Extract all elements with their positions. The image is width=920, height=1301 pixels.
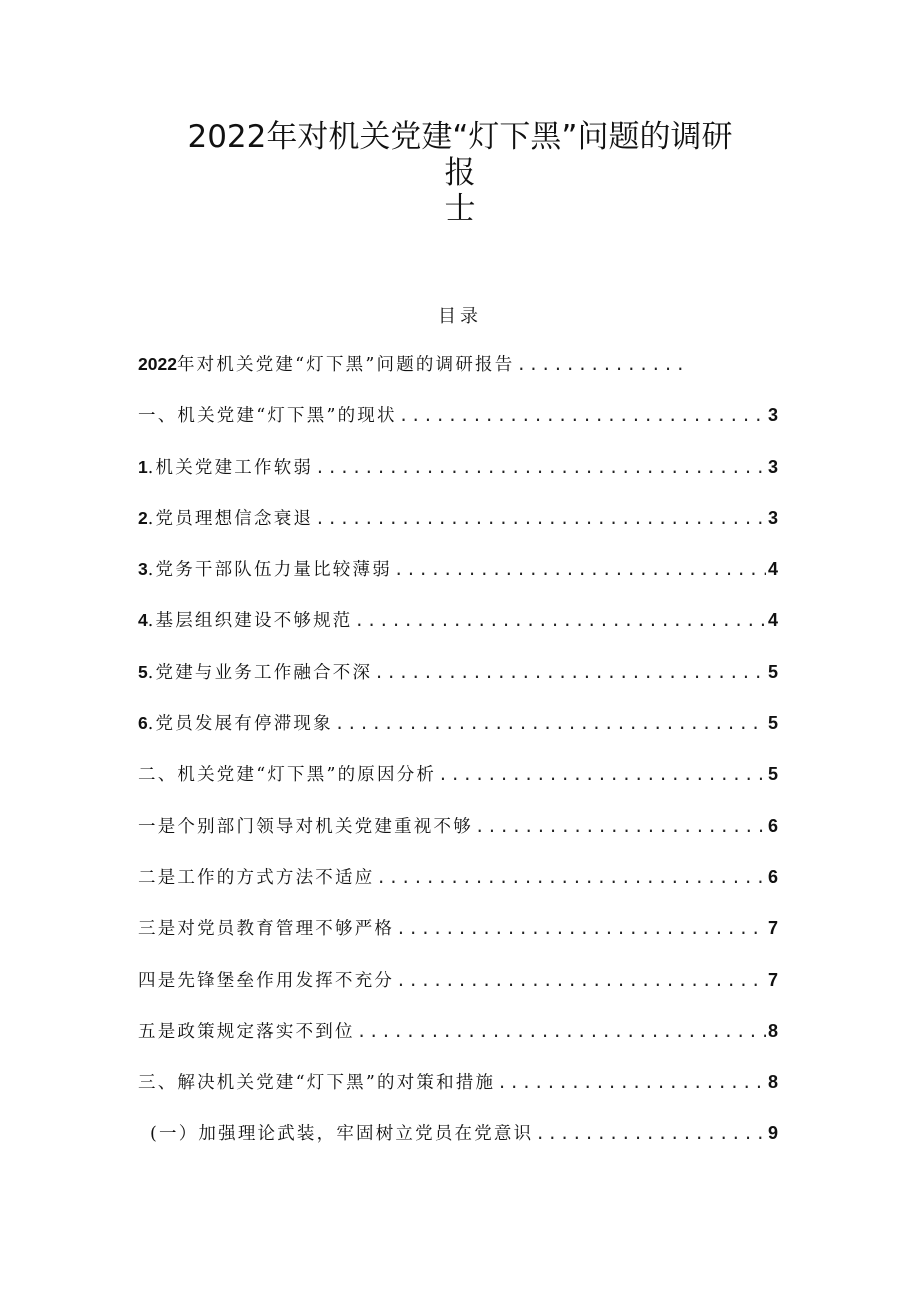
toc-dot-leader [535,1121,766,1146]
toc-page-number: 7 [767,969,778,990]
toc-dot-leader [475,814,766,839]
toc-entry-text: 二是工作的方式方法不适应 [138,867,375,888]
toc-entry-label [138,455,315,480]
toc-page-number: 5 [767,661,778,682]
toc-entry[interactable] [138,506,778,557]
toc-entry[interactable] [138,608,778,659]
toc-page-number: 9 [767,1123,778,1144]
toc-entry[interactable] [138,1121,778,1172]
toc-entry-text: 三、解决机关党建“灯下黑”的对策和措施 [138,1073,496,1094]
toc-entry-label [138,608,355,633]
toc-entry-label [138,403,399,428]
toc-entry-number: 2 [138,507,148,528]
toc-entry-text: 四是先锋堡垒作用发挥不充分 [138,970,395,991]
toc-dot-leader [394,557,766,582]
toc-entry-label [138,916,396,941]
toc-dot-leader [396,916,766,941]
toc-page-number: 4 [767,559,778,580]
toc-entry[interactable] [138,557,778,608]
toc-entry-text: .党员理想信念衰退 [147,508,314,529]
toc-entry-number: 4 [138,610,148,631]
toc-entry-label [138,352,516,377]
toc-dot-leader [396,968,766,993]
toc-entry[interactable] [138,352,778,403]
toc-dot-leader [497,1070,766,1095]
toc-entry-label [138,814,475,839]
toc-dot-leader [315,506,766,531]
toc-page-number: 3 [767,507,778,528]
toc-entry-number: 3 [138,559,148,580]
toc-entry-text: 五是政策规定落实不到位 [138,1021,355,1042]
toc-page-number: 6 [767,866,778,887]
toc-entry-text: .党员发展有停滞现象 [147,714,333,735]
document-title-line-1: 2022年对机关党建“灯下黑”问题的调研 [187,119,733,155]
toc-dot-leader [516,352,686,377]
toc-entry-number: 1 [138,456,148,477]
toc-entry-label [138,1019,357,1044]
toc-entry-text: .基层组织建设不够规范 [147,611,353,632]
toc-entry-label [138,660,374,685]
toc-entry-label [150,1121,535,1146]
toc-page-number: 4 [767,610,778,631]
toc-page-number: 6 [767,815,778,836]
toc-dot-leader [335,711,766,736]
toc-entry[interactable] [138,660,778,711]
toc-entry[interactable] [138,455,778,506]
toc-entry-label [138,557,394,582]
toc-page-number: 5 [767,764,778,785]
toc-entry[interactable] [138,814,778,865]
document-title-line-3: 士 [444,191,476,227]
toc-entry-text: (一）加强理论武装，牢固树立党员在党意识 [150,1124,534,1145]
toc-entry-number: 6 [138,713,148,734]
toc-dot-leader [376,865,766,890]
toc-dot-leader [355,608,767,633]
toc-entry-label [138,711,335,736]
toc-entry[interactable] [138,968,778,1019]
toc-page-number: 8 [767,1020,778,1041]
toc-dot-leader [399,403,766,428]
toc-entry-number: 5 [138,661,148,682]
toc-entry[interactable] [138,711,778,762]
toc-dot-leader [374,660,766,685]
toc-entry[interactable] [138,403,778,454]
toc-dot-leader [315,455,766,480]
toc-page-number: 3 [767,405,778,426]
toc-entry-text: 三是对党员教育管理不够严格 [138,919,395,940]
toc-entry-label [138,506,315,531]
toc-entry[interactable] [138,865,778,916]
toc-page-number: 7 [767,918,778,939]
toc-entry-text: 年对机关党建“灯下黑”问题的调研报告 [176,355,515,375]
toc-dot-leader [438,762,766,787]
toc-entry-label [138,865,376,890]
toc-entry[interactable] [138,916,778,967]
document-title-line-2: 报 [444,155,476,191]
toc-entry-text: 一、机关党建“灯下黑”的现状 [138,406,397,427]
table-of-contents [138,352,778,1173]
toc-entry-label [138,762,438,787]
toc-page-number: 8 [767,1072,778,1093]
toc-entry-number: 2022 [138,354,177,374]
toc-entry-text: .党建与业务工作融合不深 [147,662,373,683]
toc-entry[interactable] [138,762,778,813]
toc-dot-leader [357,1019,766,1044]
toc-entry[interactable] [138,1019,778,1070]
toc-entry-text: .机关党建工作软弱 [147,457,314,478]
toc-entry-text: 二、机关党建“灯下黑”的原因分析 [138,765,437,786]
toc-entry-text: 一是个别部门领导对机关党建重视不够 [138,816,473,837]
toc-heading: 目录 [438,306,482,327]
toc-page-number: 5 [767,713,778,734]
toc-entry-label [138,1070,497,1095]
toc-entry-label [138,968,396,993]
toc-page-number: 3 [767,456,778,477]
toc-entry[interactable] [138,1070,778,1121]
toc-entry-text: .党务干部队伍力量比较薄弱 [147,560,392,581]
